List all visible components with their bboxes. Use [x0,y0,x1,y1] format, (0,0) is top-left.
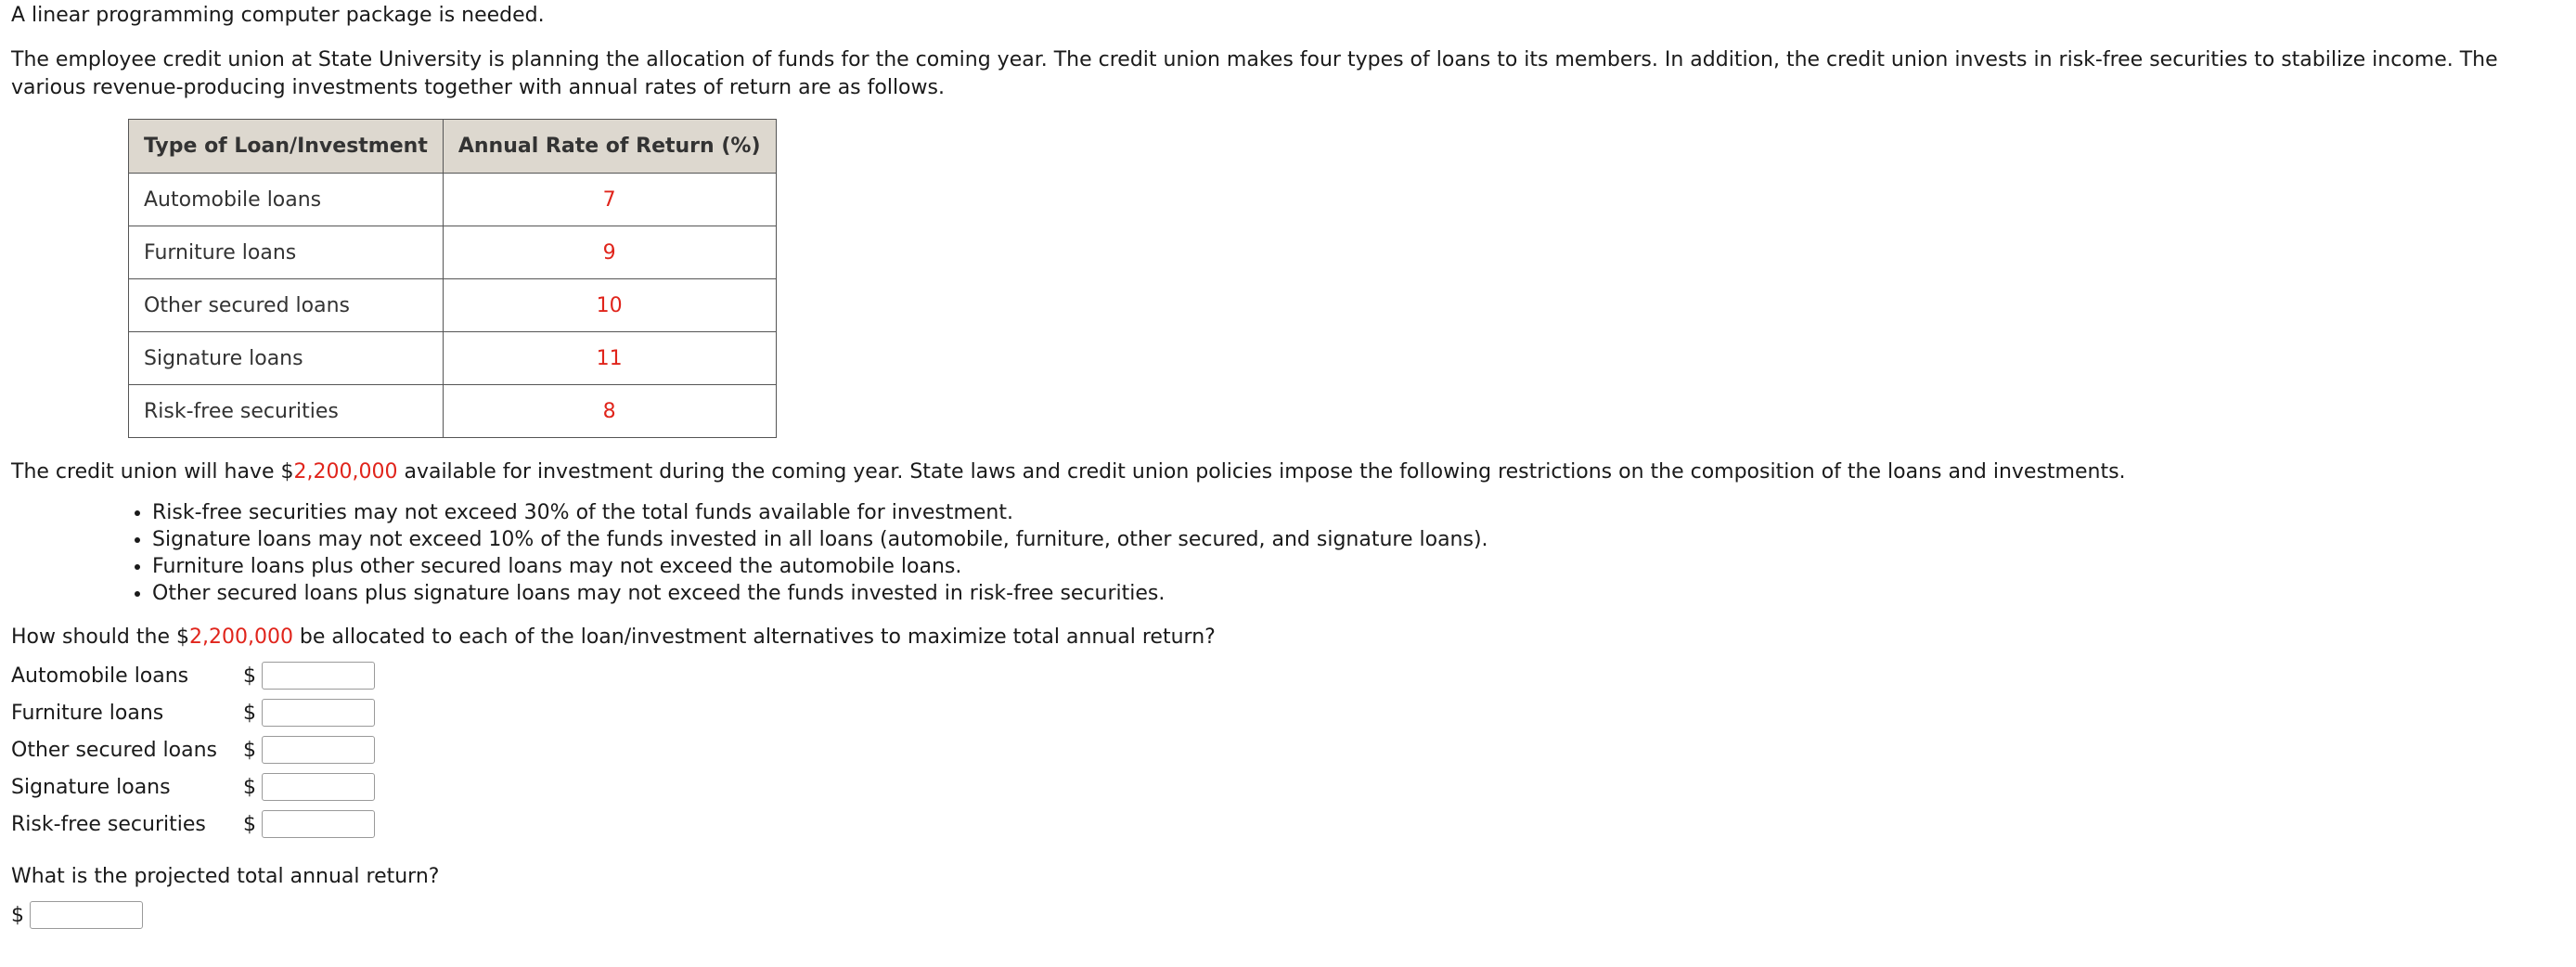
intro-line: A linear programming computer package is needed. [11,4,545,27]
header-type: Type of Loan/Investment [129,120,444,174]
problem-page [11,0,2563,934]
loan-type-cell: Furniture loans [129,226,444,279]
allocation-row-other-secured [11,731,2563,768]
dollar-sign: $ [11,903,24,927]
allocation-row-risk-free [11,806,2563,843]
signature-loans-input[interactable] [262,773,375,801]
dollar-sign: $ [243,775,256,799]
funds-sentence-end: available for investment during the coming year. State laws and credit union policies impose the following restrictions on the composition of the loans and investments. [397,460,2126,484]
loan-type-cell: Other secured loans [129,279,444,332]
rates-table [128,119,777,438]
allocation-row-automobile [11,657,2563,694]
restriction-item: • Other secured loans plus signature loans may not exceed the funds invested in risk-free securities. [152,580,2563,607]
dollar-sign: $ [243,664,256,688]
automobile-loans-input[interactable] [262,662,375,690]
rate-cell: 10 [443,279,776,332]
table-row [129,332,777,385]
funds-amount: 2,200,000 [293,460,398,484]
header-rate: Annual Rate of Return (%) [443,120,776,174]
allocation-question-end: be allocated to each of the loan/investment alternatives to maximize total annual return? [292,625,1216,649]
restriction-item: • Signature loans may not exceed 10% of the funds invested in all loans (automobile, furniture, other secured, and signature loans). [152,526,2563,553]
rate-cell: 8 [443,385,776,438]
problem-paragraph: The employee credit union at State University is planning the allocation of funds for the coming year. The credit union makes four types of loans to its members. In addition, the credit union invests in risk-free securities to stabilize income. The various revenue-producing investments together with annual rates of return are as follows. [11,48,2498,99]
allocation-question-start: How should the $ [11,625,189,649]
allocation-label: Risk-free securities [11,812,206,836]
allocation-label: Signature loans [11,775,171,799]
table-row [129,174,777,226]
furniture-loans-input[interactable] [262,699,375,727]
allocation-row-signature [11,768,2563,806]
other-secured-loans-input[interactable] [262,736,375,764]
rate-cell: 7 [443,174,776,226]
allocation-label: Other secured loans [11,738,218,762]
risk-free-securities-input[interactable] [262,810,375,838]
rate-cell: 9 [443,226,776,279]
allocation-label: Furniture loans [11,701,164,725]
dollar-sign: $ [243,738,256,762]
restrictions-list [11,499,2563,607]
allocation-label: Automobile loans [11,664,189,688]
funds-available-sentence [11,458,2563,486]
table-row [129,279,777,332]
loan-type-cell: Risk-free securities [129,385,444,438]
rates-table-header-row [129,120,777,174]
restriction-item: • Risk-free securities may not exceed 30% of the total funds available for investment. [152,499,2563,526]
dollar-sign: $ [243,812,256,836]
rate-cell: 11 [443,332,776,385]
table-row [129,226,777,279]
allocation-inputs [11,657,2563,843]
table-row [129,385,777,438]
funds-sentence-start: The credit union will have $ [11,460,294,484]
allocation-question [11,624,2563,651]
loan-type-cell: Signature loans [129,332,444,385]
total-return-question: What is the projected total annual return? [11,865,440,888]
total-return-row [11,896,2563,934]
allocation-row-furniture [11,694,2563,731]
allocation-amount: 2,200,000 [188,625,293,649]
total-return-input[interactable] [30,901,143,929]
loan-type-cell: Automobile loans [129,174,444,226]
dollar-sign: $ [243,701,256,725]
restriction-item: • Furniture loans plus other secured loans may not exceed the automobile loans. [152,553,2563,580]
